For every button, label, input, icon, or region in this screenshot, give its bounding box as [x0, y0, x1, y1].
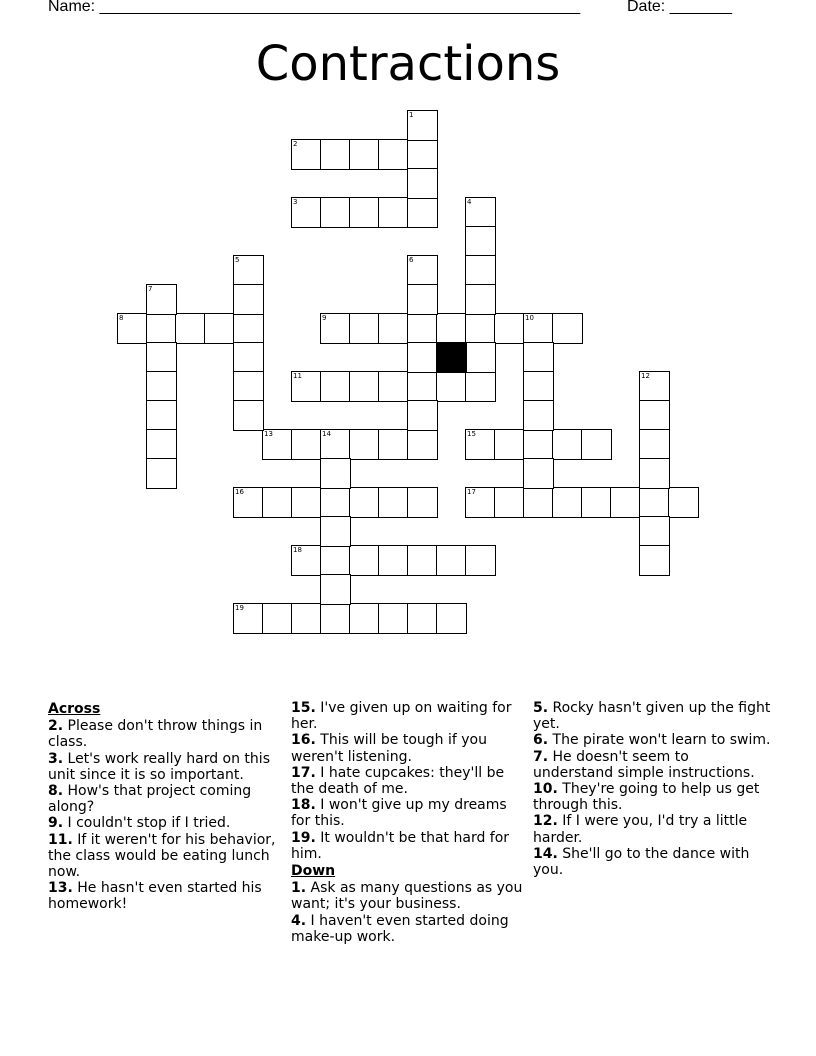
- crossword-cell[interactable]: [552, 313, 583, 344]
- crossword-cell[interactable]: [291, 197, 322, 228]
- clue-down-5: 5. Rocky hasn't given up the fight yet.: [533, 700, 771, 733]
- crossword-cell[interactable]: [233, 284, 264, 315]
- crossword-cell[interactable]: [494, 429, 525, 460]
- crossword-cell[interactable]: [146, 458, 177, 489]
- crossword-cell[interactable]: [291, 139, 322, 170]
- clue-down-12: 12. If I were you, I'd try a little harder.: [533, 813, 748, 846]
- crossword-cell[interactable]: [233, 255, 264, 286]
- clue-down-4: 4. I haven't even started doing make-up work.: [291, 912, 509, 945]
- crossword-cell[interactable]: [639, 458, 670, 489]
- crossword-cell[interactable]: [465, 487, 496, 518]
- crossword-cell[interactable]: [146, 371, 177, 402]
- crossword-cell[interactable]: [320, 139, 351, 170]
- crossword-cell[interactable]: [523, 487, 554, 518]
- clue-down-6: 6. The pirate won't learn to swim.: [533, 732, 771, 749]
- crossword-cell[interactable]: [378, 603, 409, 634]
- crossword-cell[interactable]: [407, 429, 438, 460]
- crossword-cell[interactable]: [523, 400, 554, 431]
- crossword-cell[interactable]: [291, 545, 322, 576]
- crossword-cell[interactable]: [378, 313, 409, 344]
- crossword-cell[interactable]: [291, 429, 322, 460]
- crossword-cell[interactable]: [378, 371, 409, 402]
- crossword-cell[interactable]: [465, 545, 496, 576]
- crossword-cell[interactable]: [552, 487, 583, 518]
- crossword-cell[interactable]: [494, 313, 525, 344]
- crossword-cell[interactable]: [523, 342, 554, 373]
- clue-number: 12: [641, 372, 650, 380]
- crossword-cell[interactable]: [668, 487, 699, 518]
- crossword-cell[interactable]: [436, 371, 467, 402]
- clue-number: 18: [293, 546, 302, 554]
- crossword-cell[interactable]: [407, 168, 438, 199]
- clue-across-16: 16. This will be tough if you weren't listening.: [291, 732, 487, 765]
- clue-across-3: 3. Let's work really hard on this unit since it is so important.: [48, 750, 270, 783]
- crossword-cell[interactable]: [349, 139, 380, 170]
- crossword-cell[interactable]: [407, 487, 438, 518]
- crossword-cell[interactable]: [320, 458, 351, 489]
- clue-down-10: 10. They're going to help us get through this.: [533, 781, 760, 814]
- crossword-cell[interactable]: [494, 487, 525, 518]
- crossword-cell[interactable]: [233, 487, 264, 518]
- crossword-cell[interactable]: [465, 342, 496, 373]
- clue-number: 17: [467, 488, 476, 496]
- crossword-cell[interactable]: [320, 487, 351, 518]
- crossword-cell[interactable]: [349, 313, 380, 344]
- crossword-cell[interactable]: [349, 197, 380, 228]
- clue-number: 16: [235, 488, 244, 496]
- clue-down-1: 1. Ask as many questions as you want; it's your business.: [291, 880, 523, 913]
- crossword-cell[interactable]: [407, 371, 438, 402]
- crossword-cell[interactable]: [349, 429, 380, 460]
- crossword-cell[interactable]: [320, 197, 351, 228]
- crossword-cell[interactable]: [233, 371, 264, 402]
- clue-across-2: 2. Please don't throw things in class.: [48, 718, 263, 751]
- crossword-cell[interactable]: [378, 139, 409, 170]
- clue-across-17: 17. I hate cupcakes: they'll be the death of me.: [291, 764, 505, 798]
- clue-across-8: 8. How's that project coming along?: [48, 783, 252, 816]
- crossword-cell[interactable]: [639, 545, 670, 576]
- crossword-cell[interactable]: [378, 487, 409, 518]
- clue-across-15: 15. I've given up on waiting for her.: [291, 700, 512, 733]
- crossword-cell[interactable]: [407, 197, 438, 228]
- crossword-block-cell: [436, 342, 467, 373]
- crossword-cell[interactable]: [639, 487, 670, 518]
- crossword-cell[interactable]: [436, 545, 467, 576]
- crossword-cell[interactable]: [262, 603, 293, 634]
- crossword-cell[interactable]: [320, 371, 351, 402]
- crossword-cell[interactable]: [291, 371, 322, 402]
- crossword-cell[interactable]: [320, 574, 351, 605]
- crossword-cell[interactable]: [407, 110, 438, 141]
- crossword-cell[interactable]: [378, 429, 409, 460]
- crossword-cell[interactable]: [349, 371, 380, 402]
- clues-column-3: [533, 700, 773, 878]
- crossword-cell[interactable]: [378, 197, 409, 228]
- clue-across-13: 13. He hasn't even started his homework!: [48, 880, 262, 913]
- crossword-cell[interactable]: [233, 313, 264, 344]
- crossword-cell[interactable]: [233, 400, 264, 431]
- clue-number: 3: [293, 198, 298, 206]
- crossword-cell[interactable]: [465, 284, 496, 315]
- clue-number: 9: [322, 314, 327, 322]
- across-heading: Across: [48, 701, 101, 717]
- clue-number: 1: [409, 111, 414, 119]
- clue-number: 10: [525, 314, 534, 322]
- crossword-cell[interactable]: [581, 487, 612, 518]
- crossword-cell[interactable]: [233, 603, 264, 634]
- clue-number: 2: [293, 140, 298, 148]
- crossword-cell[interactable]: [262, 487, 293, 518]
- clue-number: 7: [148, 285, 153, 293]
- clue-across-18: 18. I won't give up my dreams for this.: [291, 797, 507, 830]
- crossword-cell[interactable]: [320, 429, 351, 460]
- clues-column-2: [291, 700, 523, 945]
- crossword-cell[interactable]: [465, 313, 496, 344]
- crossword-cell[interactable]: [320, 603, 351, 634]
- crossword-cell[interactable]: [581, 429, 612, 460]
- crossword-cell[interactable]: [146, 342, 177, 373]
- crossword-cell[interactable]: [523, 371, 554, 402]
- crossword-cell[interactable]: [320, 313, 351, 344]
- crossword-cell[interactable]: [146, 429, 177, 460]
- crossword-cell[interactable]: [407, 400, 438, 431]
- crossword-cell[interactable]: [407, 313, 438, 344]
- crossword-cell[interactable]: [407, 255, 438, 286]
- clue-down-7: 7. He doesn't seem to understand simple instructions.: [533, 748, 755, 781]
- crossword-cell[interactable]: [465, 255, 496, 286]
- crossword-cell[interactable]: [639, 400, 670, 431]
- crossword-cell[interactable]: [175, 313, 206, 344]
- crossword-cell[interactable]: [349, 603, 380, 634]
- crossword-cell[interactable]: [436, 603, 467, 634]
- crossword-cell[interactable]: [523, 429, 554, 460]
- crossword-cell[interactable]: [465, 429, 496, 460]
- crossword-cell[interactable]: [523, 458, 554, 489]
- clue-number: 11: [293, 372, 302, 380]
- clue-number: 14: [322, 430, 331, 438]
- clue-number: 13: [264, 430, 273, 438]
- crossword-cell[interactable]: [378, 545, 409, 576]
- clue-number: 19: [235, 604, 244, 612]
- crossword-cell[interactable]: [407, 284, 438, 315]
- page-title: Contractions: [255, 36, 561, 92]
- crossword-cell[interactable]: [639, 371, 670, 402]
- crossword-cell[interactable]: [639, 516, 670, 547]
- crossword-cell[interactable]: [349, 545, 380, 576]
- crossword-cell[interactable]: [146, 284, 177, 315]
- crossword-cell[interactable]: [610, 487, 641, 518]
- clue-number: 5: [235, 256, 240, 264]
- crossword-cell[interactable]: [320, 516, 351, 547]
- crossword-cell[interactable]: [407, 545, 438, 576]
- crossword-cell[interactable]: [117, 313, 148, 344]
- name-field-label: Name: ______________________________________________________: [48, 0, 581, 15]
- crossword-cell[interactable]: [407, 603, 438, 634]
- clue-number: 8: [119, 314, 124, 322]
- clue-number: 6: [409, 256, 414, 264]
- date-field-label: Date: _______: [627, 0, 732, 15]
- crossword-cell[interactable]: [146, 313, 177, 344]
- crossword-cell[interactable]: [436, 313, 467, 344]
- clue-across-19: 19. It wouldn't be that hard for him.: [291, 829, 510, 862]
- clues-column-1: [48, 700, 280, 913]
- crossword-cell[interactable]: [349, 487, 380, 518]
- crossword-cell[interactable]: [465, 371, 496, 402]
- crossword-cell[interactable]: [407, 342, 438, 373]
- crossword-cell[interactable]: [465, 226, 496, 257]
- clue-down-14: 14. She'll go to the dance with you.: [533, 845, 750, 879]
- clue-number: 15: [467, 430, 476, 438]
- crossword-cell[interactable]: [146, 400, 177, 431]
- down-heading: Down: [291, 863, 336, 880]
- crossword-cell[interactable]: [523, 313, 554, 344]
- crossword-cell[interactable]: [291, 603, 322, 634]
- clue-across-9: 9. I couldn't stop if I tried.: [48, 815, 231, 832]
- crossword-cell[interactable]: [233, 342, 264, 373]
- clue-across-11: 11. If it weren't for his behavior, the class would be eating lunch now.: [48, 831, 276, 881]
- crossword-cell[interactable]: [639, 429, 670, 460]
- crossword-cell[interactable]: [320, 545, 351, 576]
- crossword-cell[interactable]: [552, 429, 583, 460]
- clue-number: 4: [467, 198, 472, 206]
- crossword-cell[interactable]: [291, 487, 322, 518]
- crossword-cell[interactable]: [407, 139, 438, 170]
- crossword-cell[interactable]: [204, 313, 235, 344]
- crossword-cell[interactable]: [465, 197, 496, 228]
- crossword-cell[interactable]: [262, 429, 293, 460]
